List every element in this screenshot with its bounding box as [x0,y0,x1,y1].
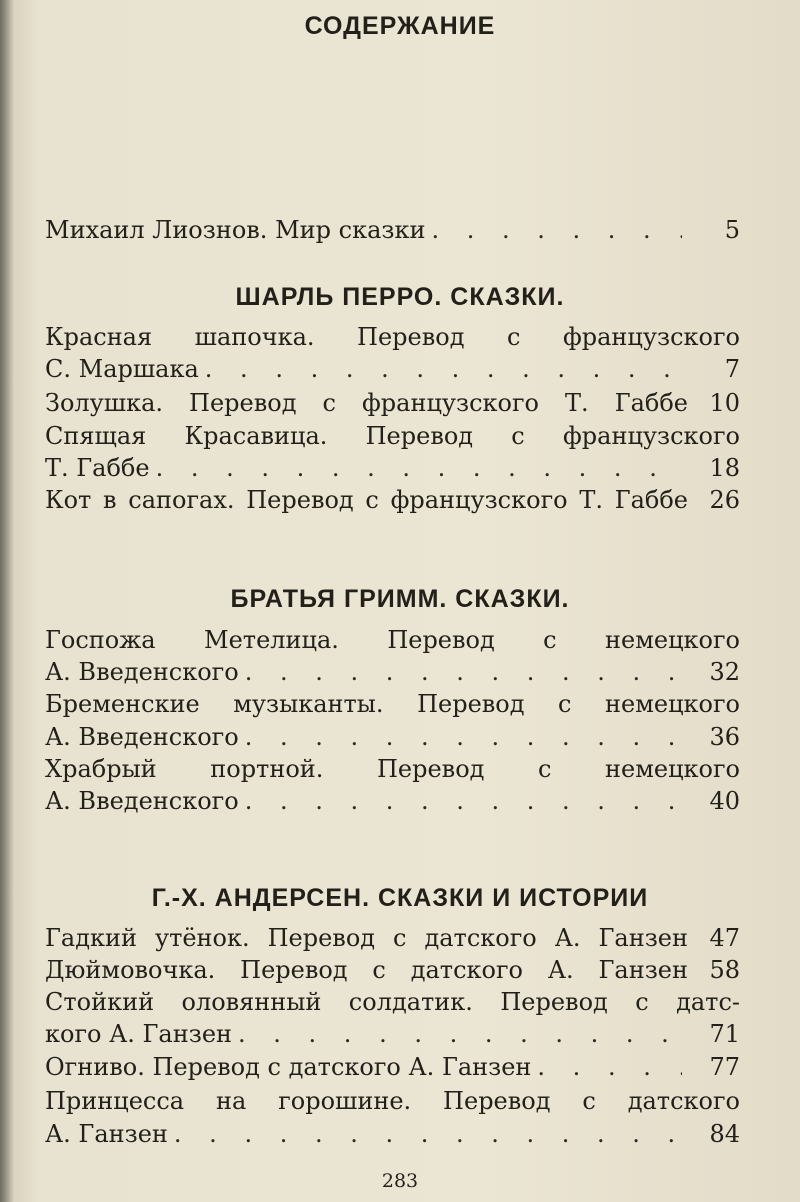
section-heading-andersen: Г.-Х. АНДЕРСЕН. СКАЗКИ И ИСТОРИИ [151,884,649,912]
leader-dots [245,723,682,751]
toc-entry [45,1087,740,1121]
entry-page: 32 [709,658,740,686]
toc-entry-continuation [45,787,740,821]
toc-entry [45,626,740,660]
toc-entry [45,988,740,1022]
entry-page: 47 [709,924,740,952]
toc-entry-continuation [45,1120,740,1154]
toc-entry-intro [45,216,740,250]
entry-text: Гадкий утёнок. Перевод с датского А. Ганзен [45,924,688,952]
entry-text: Стойкий оловянный солдатик. Перевод с датс- [45,988,740,1016]
leader-dots [156,454,682,482]
toc-entry [45,323,740,357]
toc-entry [45,690,740,724]
entry-text: Спящая Красавица. Перевод с французского [45,422,740,450]
entry-page: 7 [724,355,740,383]
toc-entry [45,486,740,520]
entry-text: Огниво. Перевод с датского А. Ганзен [45,1053,532,1081]
entry-page: 5 [724,216,740,244]
page-number: 283 [381,1170,419,1192]
toc-entry-continuation [45,1020,740,1054]
entry-page: 10 [709,389,740,417]
entry-page: 84 [709,1120,740,1148]
entry-text: А. Введенского [45,787,239,815]
toc-entry [45,1053,740,1087]
toc-entry-continuation [45,723,740,757]
entry-text: Красная шапочка. Перевод с французского [45,323,740,351]
entry-text: Бременские музыканты. Перевод с немецкого [45,690,740,718]
entry-text: Михаил Лиознов. Мир сказки [45,216,426,244]
leader-dots [174,1120,682,1148]
entry-page: 18 [709,454,740,482]
toc-entry [45,755,740,789]
page-title: СОДЕРЖАНИЕ [304,12,496,40]
leader-dots [245,787,682,815]
toc-entry [45,924,740,958]
entry-text: А. Введенского [45,723,239,751]
entry-text: Т. Габбе [45,454,150,482]
entry-page: 58 [709,956,740,984]
entry-page: 26 [709,486,740,514]
entry-page: 77 [709,1053,740,1081]
entry-text: А. Ганзен [45,1120,168,1148]
toc-entry-continuation [45,658,740,692]
entry-text: Золушка. Перевод с французского Т. Габбе [45,389,688,417]
toc-entry-continuation [45,355,740,389]
section-heading-perrault: ШАРЛЬ ПЕРРО. СКАЗКИ. [235,283,565,311]
toc-entry [45,389,740,423]
toc-entry-continuation [45,454,740,488]
leader-dots [537,1053,682,1081]
entry-text: Кот в сапогах. Перевод с французского Т. Габбе [45,486,688,514]
entry-text: Принцесса на горошине. Перевод с датского [45,1087,740,1115]
leader-dots [205,355,682,383]
entry-text: Храбрый портной. Перевод с немецкого [45,755,740,783]
entry-page: 36 [709,723,740,751]
leader-dots [238,1020,682,1048]
entry-text: А. Введенского [45,658,239,686]
toc-entry [45,422,740,456]
entry-text: Госпожа Метелица. Перевод с немецкого [45,626,740,654]
toc-entry [45,956,740,990]
entry-page: 40 [709,787,740,815]
leader-dots [245,658,682,686]
leader-dots [431,216,682,244]
entry-text: С. Маршака [45,355,199,383]
entry-text: кого А. Ганзен [45,1020,233,1048]
entry-text: Дюймовочка. Перевод с датского А. Ганзен [45,956,688,984]
entry-page: 71 [709,1020,740,1048]
section-heading-grimm: БРАТЬЯ ГРИММ. СКАЗКИ. [230,585,570,613]
